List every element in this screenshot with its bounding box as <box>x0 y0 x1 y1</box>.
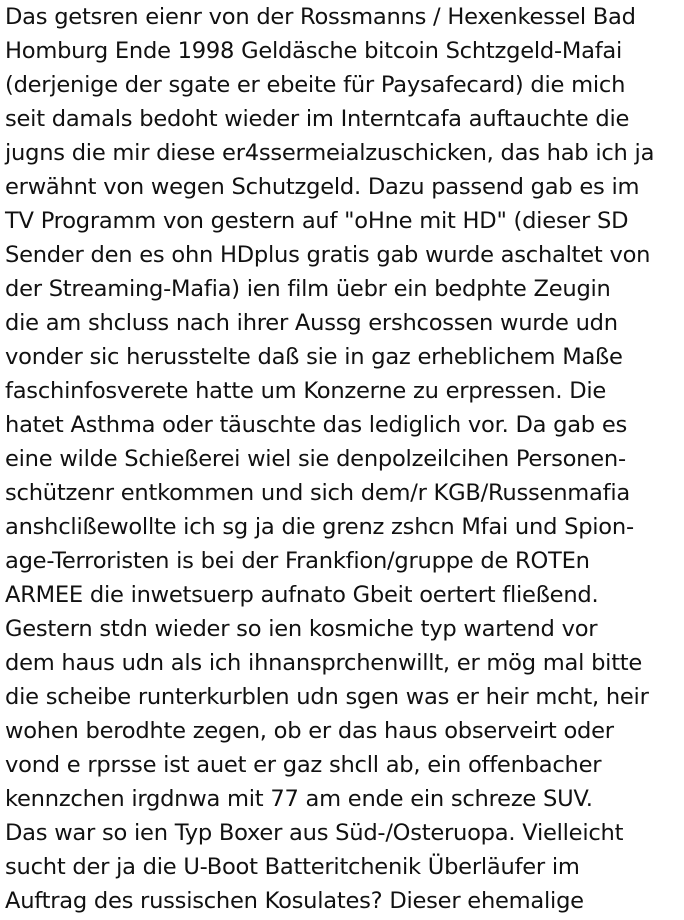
text-line-20: dem haus udn als ich ihnansprchenwillt, er mög mal bitte <box>5 650 643 676</box>
text-line-23: vond e rprsse ist auet er gaz shcll ab, ein offenbacher <box>5 752 602 778</box>
text-line-3: (derjenige der sgate er ebeite für Paysafecard) die mich <box>5 72 626 98</box>
text-line-22: wohen berodhte zegen, ob er das haus observeirt oder <box>5 718 614 744</box>
text-line-11: vonder sic herusstelte daß sie in gaz erheblichem Maße <box>5 344 623 370</box>
text-line-16: anshclißewollte ich sg ja die grenz zshcn Mfai und Spion- <box>5 514 634 540</box>
text-line-2: Homburg Ende 1998 Geldäsche bitcoin Schtzgeld-Mafai <box>5 38 623 64</box>
text-line-17: age-Terroristen is bei der Frankfion/gruppe de ROTEn <box>5 548 590 574</box>
text-line-6: erwähnt von wegen Schutzgeld. Dazu passend gab es im <box>5 174 640 200</box>
text-line-24: kennzchen irgdnwa mit 77 am ende ein schreze SUV. <box>5 786 593 812</box>
text-line-19: Gestern stdn wieder so ien kosmiche typ wartend vor <box>5 616 598 642</box>
text-line-10: die am shcluss nach ihrer Aussg ershcossen wurde udn <box>5 310 618 336</box>
text-line-21: die scheibe runterkurblen udn sgen was er heir mcht, heir <box>5 684 649 710</box>
text-line-12: faschinfosverete hatte um Konzerne zu erpressen. Die <box>5 378 607 404</box>
text-line-9: der Streaming-Mafia) ien film üebr ein bedphte Zeugin <box>5 276 611 302</box>
text-line-27: Auftrag des russischen Kosulates? Dieser ehemalige <box>5 888 584 914</box>
text-line-15: schützenr entkommen und sich dem/r KGB/Russenmafia <box>5 480 630 506</box>
text-line-18: ARMEE die inwetsuerp aufnato Gbeit oertert fließend. <box>5 582 599 608</box>
text-line-25: Das war so ien Typ Boxer aus Süd-/Osteruopa. Vielleicht <box>5 820 624 846</box>
text-line-4: seit damals bedoht wieder im Interntcafa auftauchte die <box>5 106 630 132</box>
text-line-5: jugns die mir diese er4ssermeialzuschicken, das hab ich ja <box>5 140 655 166</box>
text-line-14: eine wilde Schießerei wiel sie denpolzeilcihen Personen- <box>5 446 626 472</box>
text-line-1: Das getsren eienr von der Rossmanns / Hexenkessel Bad <box>5 4 636 30</box>
text-line-26: sucht der ja die U-Boot Batteritchenik Überläufer im <box>5 854 580 880</box>
text-line-8: Sender den es ohn HDplus gratis gab wurde aschaltet von <box>5 242 651 268</box>
text-line-7: TV Programm von gestern auf "oHne mit HD" (dieser SD <box>5 208 629 234</box>
text-line-13: hatet Asthma oder täuschte das lediglich vor. Da gab es <box>5 412 628 438</box>
